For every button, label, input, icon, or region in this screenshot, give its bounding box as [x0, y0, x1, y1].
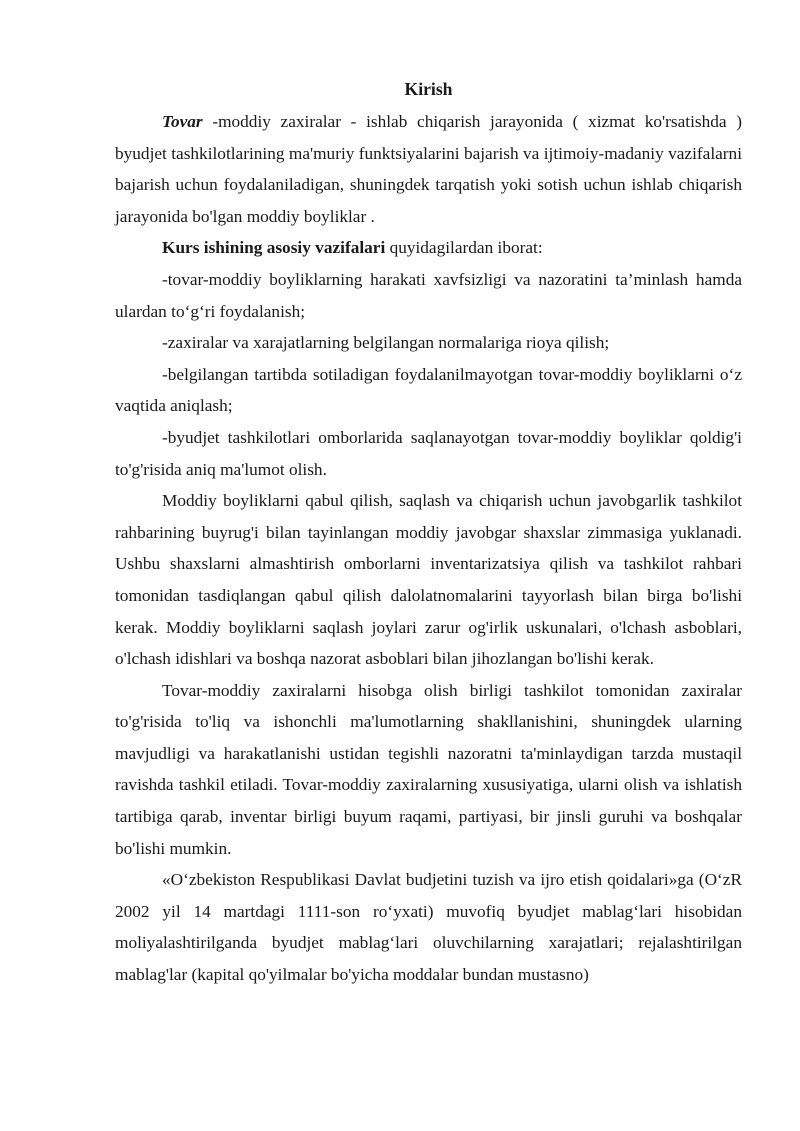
term-lead: Kurs ishining asosiy vazifalari — [162, 238, 386, 258]
document-body — [115, 106, 742, 991]
paragraph-tovar-definition — [115, 106, 742, 232]
list-item: -byudjet tashkilotlari omborlarida saqlanayotgan tovar-moddiy boyliklar qoldig'i to'g'risida aniq ma'lumot olish. — [115, 427, 742, 479]
paragraph: «O‘zbekiston Respublikasi Davlat budjetini tuzish va ijro etish qoidalari»ga (O‘zR 2002 yil 14 martdagi 1111-son ro‘yxati) muvofiq byudjet mablag‘lari hisobidan moliyalashtirilganda byudjet mablag‘lari oluvchilarning xarajatlari; rejalashtirilgan mablag'lar (kapital qo'yilmalar bo'yicha moddalar bundan mustasno) — [115, 870, 742, 985]
term-lead: Tovar — [162, 112, 203, 131]
paragraph: Tovar-moddiy zaxiralarni hisobga olish birligi tashkilot tomonidan zaxiralar to'g'risida to'liq va ishonchli ma'lumotlarning shakllanishini, shuningdek ularning mavjudligi va harakatlanishi ustidan tegishli nazoratni ta'minlaydigan tarzda mustaqil ravishda tashkil etiladi. Tovar-moddiy zaxiralarning xususiyatiga, ularni olish va ishlatish tartibiga qarab, inventar birligi buyum raqami, partiyasi, bir jinsli guruhi va boshqalar bo'lishi mumkin. — [115, 680, 742, 858]
paragraph: Moddiy boyliklarni qabul qilish, saqlash va chiqarish uchun javobgarlik tashkilot rahbarining buyrug'i bilan tayinlangan moddiy javobgar shaxslar zimmasiga yuklanadi. Ushbu shaxslarni almashtirish omborlarni inventarizatsiya qilish va tashkilot rahbari tomonidan tasdiqlangan qabul qilish dalolatnomalarini tayyorlash bilan birga bo'lishi kerak. Moddiy boyliklarni saqlash joylari zarur og'irlik uskunalari, o'lchash asboblari, o'lchash idishlari va boshqa nazorat asboblari bilan jihozlangan bo'lishi kerak. — [115, 491, 742, 669]
paragraph-text: quyidagilardan iborat: — [385, 238, 543, 258]
list-item: -tovar-moddiy boyliklarning harakati xavfsizligi va nazoratini ta’minlash hamda ulardan to‘g‘ri foydalanish; — [115, 269, 742, 321]
list-item: -belgilangan tartibda sotiladigan foydalanilmayotgan tovar-moddiy boyliklarni o‘z vaqtida aniqlash; — [115, 364, 742, 416]
paragraph-course-tasks — [115, 232, 742, 264]
paragraph-text: -moddiy zaxiralar - ishlab chiqarish jarayonida ( xizmat ko'rsatishda ) byudjet tashkilotlarining ma'muriy funktsiyalarini bajarish va ijtimoiy-madaniy vazifalarni bajarish uchun foydalaniladigan, shuningdek tarqatish yoki sotish uchun ishlab chiqarish jarayonida bo'lgan moddiy boyliklar . — [115, 112, 742, 226]
page-title: Kirish — [404, 79, 453, 99]
list-item: -zaxiralar va xarajatlarning belgilangan normalariga rioya qilish; — [162, 333, 610, 353]
